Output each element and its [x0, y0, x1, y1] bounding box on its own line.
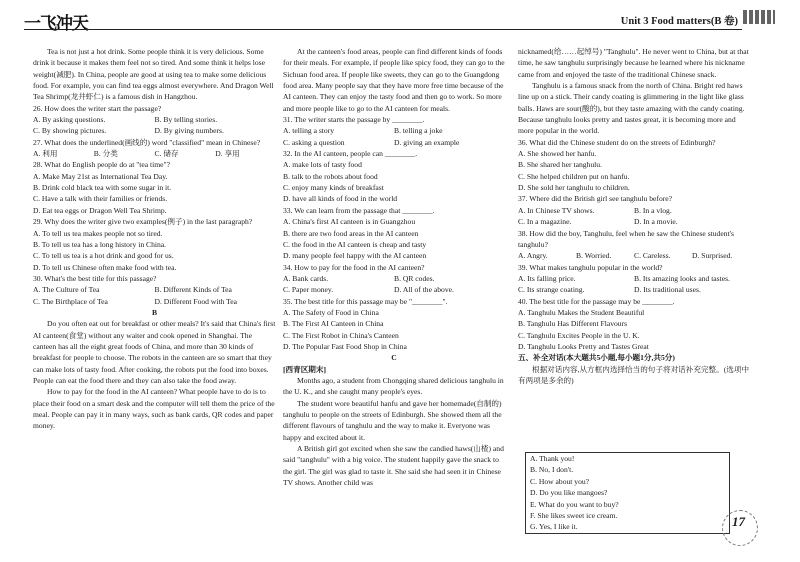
q28-option-a[interactable]: A. Make May 21st as International Tea Day. — [33, 171, 168, 181]
question-35: 35. The best title for this passage may be "________". — [283, 296, 448, 306]
q33-option-c[interactable]: C. the food in the AI canteen is cheap and tasty — [283, 239, 427, 249]
question-28: 28. What do English people do at "tea time"? — [33, 160, 171, 170]
passage-b1: Do you often eat out for breakfast or other meals? It's said that China's first AI canteen(食堂) without any waiter and cook opened in Shanghai. The canteen has all the eight great foods of China, and more than 30 kinds of breakfast for people to choose. The robots in the canteen are so smart that they can make lots of tasty food. After cooking, the robots put the food into boxes. People can eat the food there and they can also take the food away. — [33, 319, 276, 385]
question-39: 39. What makes tanghulu popular in the world? — [518, 262, 663, 272]
dialogue-option[interactable]: C. How about you? — [530, 476, 590, 486]
dialogue-option[interactable]: G. Yes, I like it. — [530, 522, 578, 532]
dialogue-option[interactable]: A. Thank you! — [530, 454, 575, 463]
q31-option-d[interactable]: D. giving an example — [394, 137, 460, 147]
q27-option-d[interactable]: D. 享用 — [215, 149, 240, 159]
question-32: 32. In the AI canteen, people can ________. — [283, 149, 418, 159]
q37-option-c[interactable]: C. In a magazine. — [518, 217, 572, 227]
question-36: 36. What did the Chinese student do on the streets of Edinburgh? — [518, 137, 716, 147]
q31-option-a[interactable]: A. telling a story — [283, 126, 335, 136]
unit-title: Unit 3 Food matters(B 卷) — [620, 16, 738, 27]
q37-option-a[interactable]: A. In Chinese TV shows. — [518, 205, 595, 215]
q29-option-c[interactable]: C. To tell us tea is a hot drink and good for us. — [33, 251, 174, 261]
q35-option-a[interactable]: A. The Safety of Food in China — [283, 307, 379, 317]
q35-option-d[interactable]: D. The Popular Fast Food Shop in China — [283, 341, 407, 351]
q33-option-d[interactable]: D. many people feel happy with the AI canteen — [283, 251, 427, 261]
q33-option-a[interactable]: A. China's first AI canteen is in Guangzhou — [283, 217, 416, 227]
q39-option-d[interactable]: D. Its traditional uses. — [634, 285, 701, 295]
question-33: 33. We can learn from the passage that ________. — [283, 205, 435, 215]
section-5-heading: 五、补全对话(本大题共5小题,每小题1分,共5分) — [518, 353, 675, 363]
section-5-instructions: 根据对话内容,从方框内选择恰当的句子将对话补充完整。(选项中有两项是多余的) — [518, 364, 750, 385]
q39-option-c[interactable]: C. Its strange coating. — [518, 285, 585, 295]
q27-option-a[interactable]: A. 利用 — [33, 149, 58, 159]
passage-a: Tea is not just a hot drink. Some people think it is very delicious. Some drink it because it makes them feel not so tired. And some think it helps lose weight(减肥). In China, people are good at using tea to make some delicious food. For example, you can find tea eggs almost everywhere. And Dragon Well Tea Shrimp(龙井虾仁) is a famous dish in Hangzhou. — [33, 47, 274, 102]
q28-option-c[interactable]: C. Have a talk with their families or friends. — [33, 194, 168, 204]
q26-option-c[interactable]: C. By showing pictures. — [33, 126, 107, 136]
source-tag: [西青区期末] — [283, 364, 327, 374]
column-right — [518, 46, 750, 386]
q29-option-a[interactable]: A. To tell us tea makes people not so tired. — [33, 228, 163, 238]
dialogue-option[interactable]: B. No, I don't. — [530, 465, 574, 475]
column-middle — [283, 46, 505, 488]
q38-option-b[interactable]: B. Worried. — [576, 251, 612, 261]
q36-option-b[interactable]: B. She shared her tanghulu. — [518, 160, 602, 170]
passage-b2: How to pay for the food in the AI canteen? What people have to do is to place their food on a smart desk and the computer will tell them the price of the meal. People can pay it in many ways, such as bank cards, QR codes and paper money. — [33, 387, 275, 431]
question-34: 34. How to pay for the food in the AI canteen? — [283, 262, 425, 272]
q33-option-b[interactable]: B. there are two food areas in the AI canteen — [283, 228, 419, 238]
section-label-c: C — [391, 353, 397, 363]
q27-option-c[interactable]: C. 储存 — [154, 149, 179, 159]
dialogue-options-box — [525, 452, 730, 534]
q39-option-a[interactable]: A. Its falling price. — [518, 273, 576, 283]
q32-option-b[interactable]: B. talk to the robots about food — [283, 171, 378, 181]
q38-option-a[interactable]: A. Angry. — [518, 251, 548, 261]
q35-option-b[interactable]: B. The First AI Canteen in China — [283, 319, 384, 329]
passage-c5: Tanghulu is a famous snack from the north of China. Bright red haws line up on a stick. Their candy coating is glimmering in the light like glass balls. Haws are sour(酸的), but they taste amazing with the candy coating. Because tanghulu looks pretty and tastes great, it is becoming more and more popular in the world. — [518, 81, 745, 136]
q26-option-a[interactable]: A. By asking questions. — [33, 115, 106, 125]
question-31: 31. The writer starts the passage by ________. — [283, 115, 425, 125]
q27-option-b[interactable]: B. 分类 — [93, 149, 118, 159]
q36-option-a[interactable]: A. She showed her hanfu. — [518, 149, 597, 159]
dialogue-option[interactable]: F. She likes sweet ice cream. — [530, 511, 618, 521]
page-number: 17 — [732, 514, 745, 529]
question-27: 27. What does the underlined(画线的) word "classified" mean in Chinese? — [33, 137, 261, 147]
q28-option-d[interactable]: D. Eat tea eggs or Dragon Well Tea Shrimp. — [33, 205, 167, 215]
q29-option-d[interactable]: D. To tell us Chinese often make food with tea. — [33, 262, 177, 272]
section-label-b: B — [151, 307, 158, 317]
dialogue-option[interactable]: E. What do you want to buy? — [530, 499, 619, 509]
q32-option-a[interactable]: A. make lots of tasty food — [283, 160, 362, 170]
q40-option-b[interactable]: B. Tanghulu Has Different Flavours — [518, 319, 628, 329]
question-40: 40. The best title for the passage may be ________. — [518, 296, 675, 306]
q31-option-b[interactable]: B. telling a joke — [394, 126, 443, 136]
q39-option-b[interactable]: B. Its amazing looks and tastes. — [634, 273, 730, 283]
q38-option-c[interactable]: C. Careless. — [634, 251, 671, 261]
question-38: 38. How did the boy, Tanghulu, feel when he saw the Chinese student's tanghulu? — [518, 228, 734, 249]
q40-option-d[interactable]: D. Tanghulu Looks Pretty and Tastes Great — [518, 341, 649, 351]
passage-c1: Months ago, a student from Chongqing shared delicious tanghulu in the U. K., and she caught many people's eyes. — [283, 375, 504, 397]
q37-option-b[interactable]: B. In a vlog. — [634, 205, 672, 215]
passage-c2: The student wore beautiful hanfu and gave her homemade(自制的) tanghulu to people on the streets of Edinburgh. She showed them all the different flavours of tanghulu and the way to make it. Everyone was happy and excited about it. — [283, 398, 502, 442]
q32-option-c[interactable]: C. enjoy many kinds of breakfast — [283, 183, 384, 193]
q36-option-d[interactable]: D. She sold her tanghulu to children. — [518, 183, 630, 193]
q30-option-c[interactable]: C. The Birthplace of Tea — [33, 296, 108, 306]
brand-logo: 一飞冲天 — [24, 14, 88, 34]
q30-option-d[interactable]: D. Different Food with Tea — [154, 296, 237, 306]
column-left — [33, 46, 276, 432]
q26-option-b[interactable]: B. By telling stories. — [154, 115, 218, 125]
q30-option-a[interactable]: A. The Culture of Tea — [33, 285, 100, 295]
q34-option-c[interactable]: C. Paper money. — [283, 285, 334, 295]
q34-option-b[interactable]: B. QR codes. — [394, 273, 435, 283]
q36-option-c[interactable]: C. She helped children put on hanfu. — [518, 171, 630, 181]
q31-option-c[interactable]: C. asking a question — [283, 137, 345, 147]
q37-option-d[interactable]: D. In a movie. — [634, 217, 678, 227]
dialogue-option[interactable]: D. Do you like mangoes? — [530, 488, 608, 498]
passage-c4: nicknamed(给……起绰号) "Tanghulu". He never went to China, but at that time, he saw tanghulu surprisingly because he learned where his nickname came from and enjoyed the taste of the traditional Chinese snack. — [518, 47, 749, 79]
passage-c3: A British girl got excited when she saw the candied haws(山楂) and said "tanghulu" with a big voice. The student happily gave the snack to the girl. The girl was glad to taste it. She said she had seen it in Chinese TV shows. Another child was — [283, 444, 504, 488]
question-29: 29. Why does the writer give two examples(例子) in the last paragraph? — [33, 217, 253, 227]
q40-option-c[interactable]: C. Tanghulu Excites People in the U. K. — [518, 330, 640, 340]
question-37: 37. Where did the British girl see tanghulu before? — [518, 194, 673, 204]
q32-option-d[interactable]: D. have all kinds of food in the world — [283, 194, 398, 204]
q34-option-a[interactable]: A. Bank cards. — [283, 273, 329, 283]
q38-option-d[interactable]: D. Surprised. — [692, 251, 733, 261]
q35-option-c[interactable]: C. The First Robot in China's Canteen — [283, 330, 399, 340]
header-decoration — [743, 10, 775, 24]
q34-option-d[interactable]: D. All of the above. — [394, 285, 454, 295]
question-30: 30. What's the best title for this passage? — [33, 273, 157, 283]
q30-option-b[interactable]: B. Different Kinds of Tea — [154, 285, 232, 295]
q40-option-a[interactable]: A. Tanghulu Makes the Student Beautiful — [518, 307, 645, 317]
q28-option-b[interactable]: B. Drink cold black tea with some sugar in it. — [33, 183, 172, 193]
q26-option-d[interactable]: D. By giving numbers. — [154, 126, 224, 136]
question-26: 26. How does the writer start the passage? — [33, 103, 162, 113]
header-rule — [24, 29, 742, 30]
passage-b3: At the canteen's food areas, people can find different kinds of foods for their meals. For example, if people like spicy food, they can go to the Sichuan food area. If people like sweets, they can go to the Guangdong food area. Many people say that they have more free time because of the AI canteen. They can enjoy the tasty food and then go to work. So more and more people like to go to the AI canteen for meals. — [283, 47, 505, 113]
q29-option-b[interactable]: B. To tell us tea has a long history in China. — [33, 239, 167, 249]
